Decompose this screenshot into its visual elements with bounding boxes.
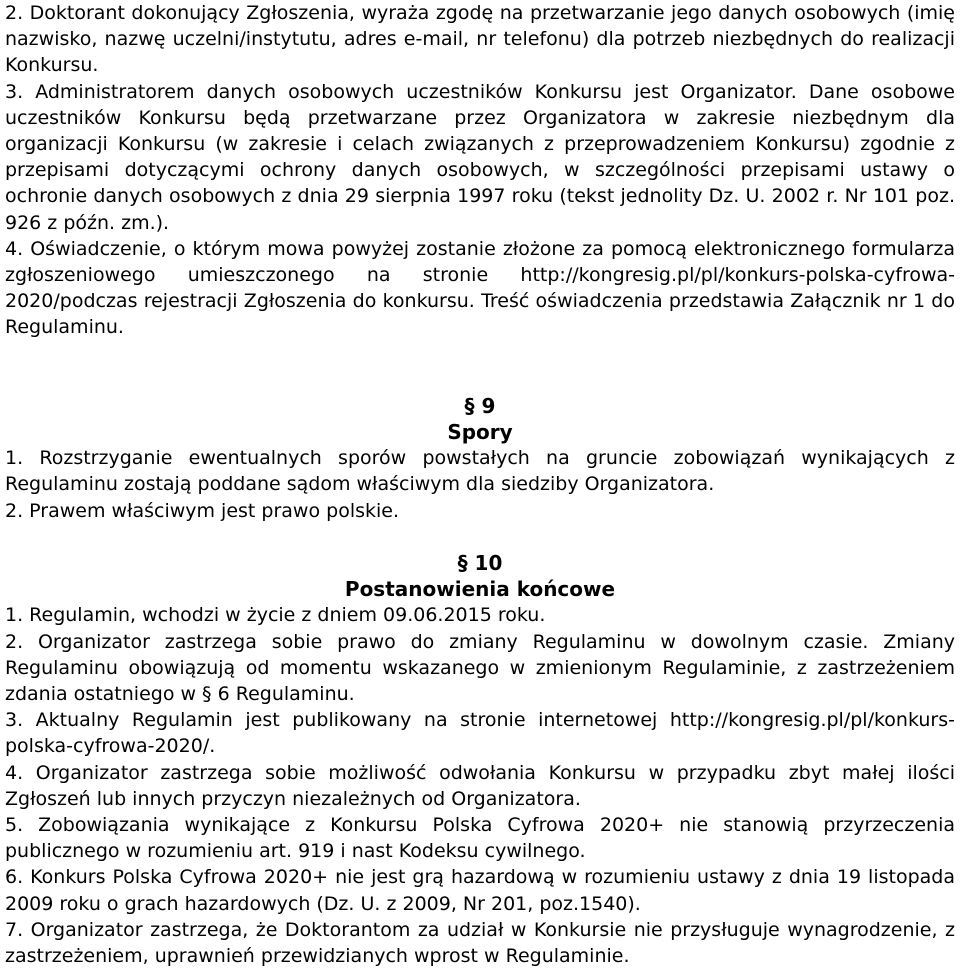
- section-10-paragraph: 1. Regulamin, wchodzi w życie z dniem 09.06.2015 roku.: [5, 604, 546, 627]
- section-10-paragraph: 2. Organizator zastrzega sobie prawo do zmiany Regulaminu w dowolnym czasie. Zmiany Regulaminu obowiązują od momentu wskazanego w zmienionym Regulaminie, z zastrzeżeniem zdania ostatniego w § 6 Regulaminu.: [5, 630, 955, 706]
- section-10-paragraph: 6. Konkurs Polska Cyfrowa 2020+ nie jest grą hazardową w rozumieniu ustawy z dnia 19 listopada 2009 roku o grach hazardowych (Dz. U. z 2009, Nr 201, poz.1540).: [5, 866, 955, 915]
- section-9-paragraph: 1. Rozstrzyganie ewentualnych sporów powstałych na gruncie zobowiązań wynikających z Regulaminu zostają poddane sądom właściwym dla siedziby Organizatora.: [5, 447, 955, 496]
- section-9-paragraph: 2. Prawem właściwym jest prawo polskie.: [5, 499, 400, 522]
- section-10: [5, 550, 955, 969]
- section-10-paragraph: 3. Aktualny Regulamin jest publikowany na stronie internetowej http://kongresig.pl/pl/konkurs-polska-cyfrowa-2020/.: [5, 709, 955, 758]
- spacer: [5, 524, 955, 550]
- clause-2-paragraph: 2. Doktorant dokonujący Zgłoszenia, wyraża zgodę na przetwarzanie jego danych osobowych (imię nazwisko, nazwę uczelni/instytutu, adres e-mail, nr telefonu) dla potrzeb niezbędnych do realizacji Konkursu.: [5, 2, 955, 77]
- section-10-number: § 10: [457, 551, 503, 576]
- consent-clauses: [5, 0, 955, 341]
- section-10-title: Postanowienia końcowe: [344, 577, 616, 602]
- spacer: [5, 341, 955, 367]
- section-9: [5, 393, 955, 524]
- section-10-paragraph: 7. Organizator zastrzega, że Doktorantom za udział w Konkursie nie przysługuje wynagrodzenie, z zastrzeżeniem, uprawnień przewidzianych wprost w Regulaminie.: [5, 918, 955, 968]
- clause-4-paragraph: 4. Oświadczenie, o którym mowa powyżej zostanie złożone za pomocą elektronicznego formularza zgłoszeniowego umieszczonego na stronie http://kongresig.pl/pl/konkurs-polska-cyfrowa-2020/podczas rejestracji Zgłoszenia do konkursu. Treść oświadczenia przedstawia Załącznik nr 1 do Regulaminu.: [5, 237, 955, 339]
- section-9-number: § 9: [464, 393, 496, 418]
- section-9-title: Spory: [447, 420, 513, 445]
- section-10-paragraph: 5. Zobowiązania wynikające z Konkursu Polska Cyfrowa 2020+ nie stanowią przyrzeczenia publicznego w rozumieniu art. 919 i nast Kodeksu cywilnego.: [5, 814, 955, 863]
- clause-3-paragraph: 3. Administratorem danych osobowych uczestników Konkursu jest Organizator. Dane osobowe uczestników Konkursu będą przetwarzane przez Organizatora w zakresie niezbędnym dla organizacji Konkursu (w zakresie i celach związanych z przeprowadzeniem Konkursu) zgodnie z przepisami dotyczącymi ochrony danych osobowych, w szczególności przepisami ustawy o ochronie danych osobowych z dnia 29 sierpnia 1997 roku (tekst jednolity Dz. U. 2002 r. Nr 101 poz. 926 z późn. zm.).: [5, 80, 955, 234]
- section-10-paragraph: 4. Organizator zastrzega sobie możliwość odwołania Konkursu w przypadku zbyt małej ilości Zgłoszeń lub innych przyczyn niezależnych od Organizatora.: [5, 761, 955, 810]
